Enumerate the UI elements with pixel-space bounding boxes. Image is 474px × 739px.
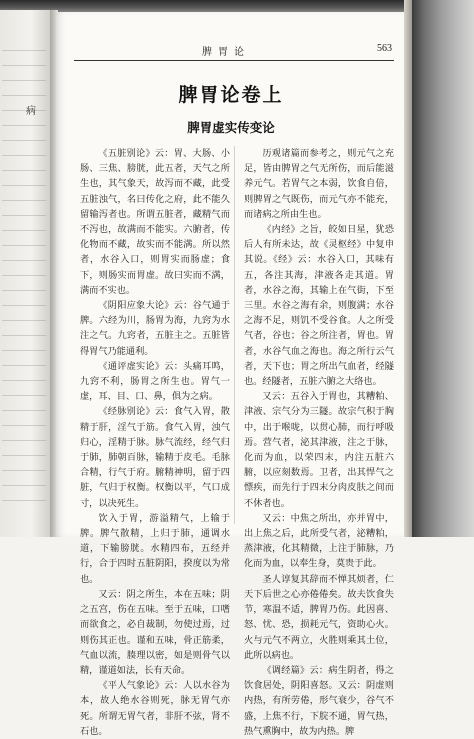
paragraph: 圣人谆复其辞而不惮其烦者，仁天下后世之心亦倦倦矣。故夫饮食失节，寒温不适，脾胃乃伤。此因喜、怒、忧、恐，损耗元气，资助心火。火与元气不两立，火胜则乘其土位，此所以病也。: [244, 573, 394, 661]
text-column-left: [80, 146, 230, 737]
paragraph: 《阴阳应象大论》云：谷气通于脾。六经为川，肠胃为海，九窍为水注之气。九窍者，五脏主之。五脏皆得胃气乃能通利。: [80, 300, 230, 357]
paragraph: 《调经篇》云：病生阴者，得之饮食居处，阴阳喜怒。又云：阴虚则内热，有所劳倦，形气衰少，谷气不盛，上焦不行，下脘不通，胃气热，热气熏胸中，故为内热。脾: [244, 664, 394, 737]
book-spine-shadow: [412, 0, 474, 537]
paragraph: 又云：阴之所生，本在五味；阴之五宫，伤在五味。至于五味，口嗜而欲食之，必自裁制，勿使过焉，过则伤其正也。谨和五味，骨正筋柔，气血以流，腠理以密，如是则骨气以精，谨道如法，长有天命。: [80, 588, 230, 676]
section-title: 脾胃虚实传变论: [187, 120, 275, 135]
running-head-title: 脾胃论: [202, 47, 250, 58]
right-page: [56, 12, 406, 737]
running-head: [74, 40, 394, 61]
book-title: 脾胃论卷上: [178, 84, 284, 106]
left-page: [0, 10, 53, 537]
paragraph: 又云：中焦之所出，亦并胃中，出上焦之后，此所受气者，泌糟粕，蒸津液，化其精微，上注于肺脉，乃化而为血，以奉生身，莫贵于此。: [244, 512, 394, 570]
paragraph: 《经脉别论》云：食气入胃，散精于肝，淫气于筋。食气入胃，浊气归心，淫精于脉。脉气流经，经气归于肺，肺朝百脉，输精于皮毛。毛脉合精，行气于府。腑精神明，留于四脏，气归于权衡。权衡以平，气口成寸，以决死生。: [80, 406, 230, 509]
paragraph: 《平人气象论》云：人以水谷为本，故人绝水谷则死，脉无胃气亦死。所谓无胃气者，非肝不弦，肾不石也。: [80, 680, 230, 737]
left-page-tag: 病: [26, 106, 36, 117]
paragraph: 《通评虚实论》云：头痛耳鸣，九窍不利，肠胃之所生也。胃气一虚，耳、目、口、鼻，俱为之病。: [80, 360, 230, 403]
paragraph: 饮入于胃，游溢精气，上输于脾。脾气散精，上归于肺，通调水道，下输膀胱。水精四布，五经并行，合于四时五脏阴阳，揆度以为常也。: [80, 512, 230, 585]
text-column-right: [244, 146, 394, 737]
column-divider: [234, 146, 235, 524]
left-page-text-lines: [2, 36, 46, 506]
paragraph: 《内经》之旨，皎如日星，犹恐后人有所未达，故《灵枢经》中复申其说。《经》云：水谷入口，其味有五，各注其海，津液各走其道。胃者，水谷之海，其输上在气街，下至三里。水谷之海有余，则腹满；水谷之海不足，则饥不受谷食。人之所受气者，谷也；谷之所注者，胃也。胃者，水谷气血之海也。海之所行云气者，天下也；胃之所出气血者，经隧也。经隧者，五脏六腑之大络也。: [244, 224, 394, 388]
paragraph: 又云：五谷入于胃也，其糟粕、津液、宗气分为三隧。故宗气积于胸中，出于喉咙，以贯心肺，而行呼吸焉。营气者，泌其津液，注之于脉，化而为血，以荣四末，内注五脏六腑，以应刻数焉。卫者，出其悍气之慓疾，而先行于四末分肉皮肤之间而不休者也。: [244, 391, 394, 509]
page-number: 563: [377, 43, 392, 54]
paragraph: 历观诸篇而参考之，则元气之充足，皆由脾胃之气无所伤，而后能滋养元气。若胃气之本弱，饮食自倍，则脾胃之气既伤，而元气亦不能充，而诸病之所由生也。: [244, 148, 394, 220]
paragraph: 《五脏别论》云：胃、大肠、小肠、三焦、膀胱，此五者，天气之所生也，其气象天，故泻而不藏，此受五脏浊气，名曰传化之府，此不能久留输泻者也。所谓五脏者，藏精气而不泻也，故满而不能实。六腑者，传化物而不藏，故实而不能满。所以然者，水谷入口，则胃实而肠虚；食下，则肠实而胃虚。故曰实而不满，满而不实也。: [80, 148, 230, 296]
